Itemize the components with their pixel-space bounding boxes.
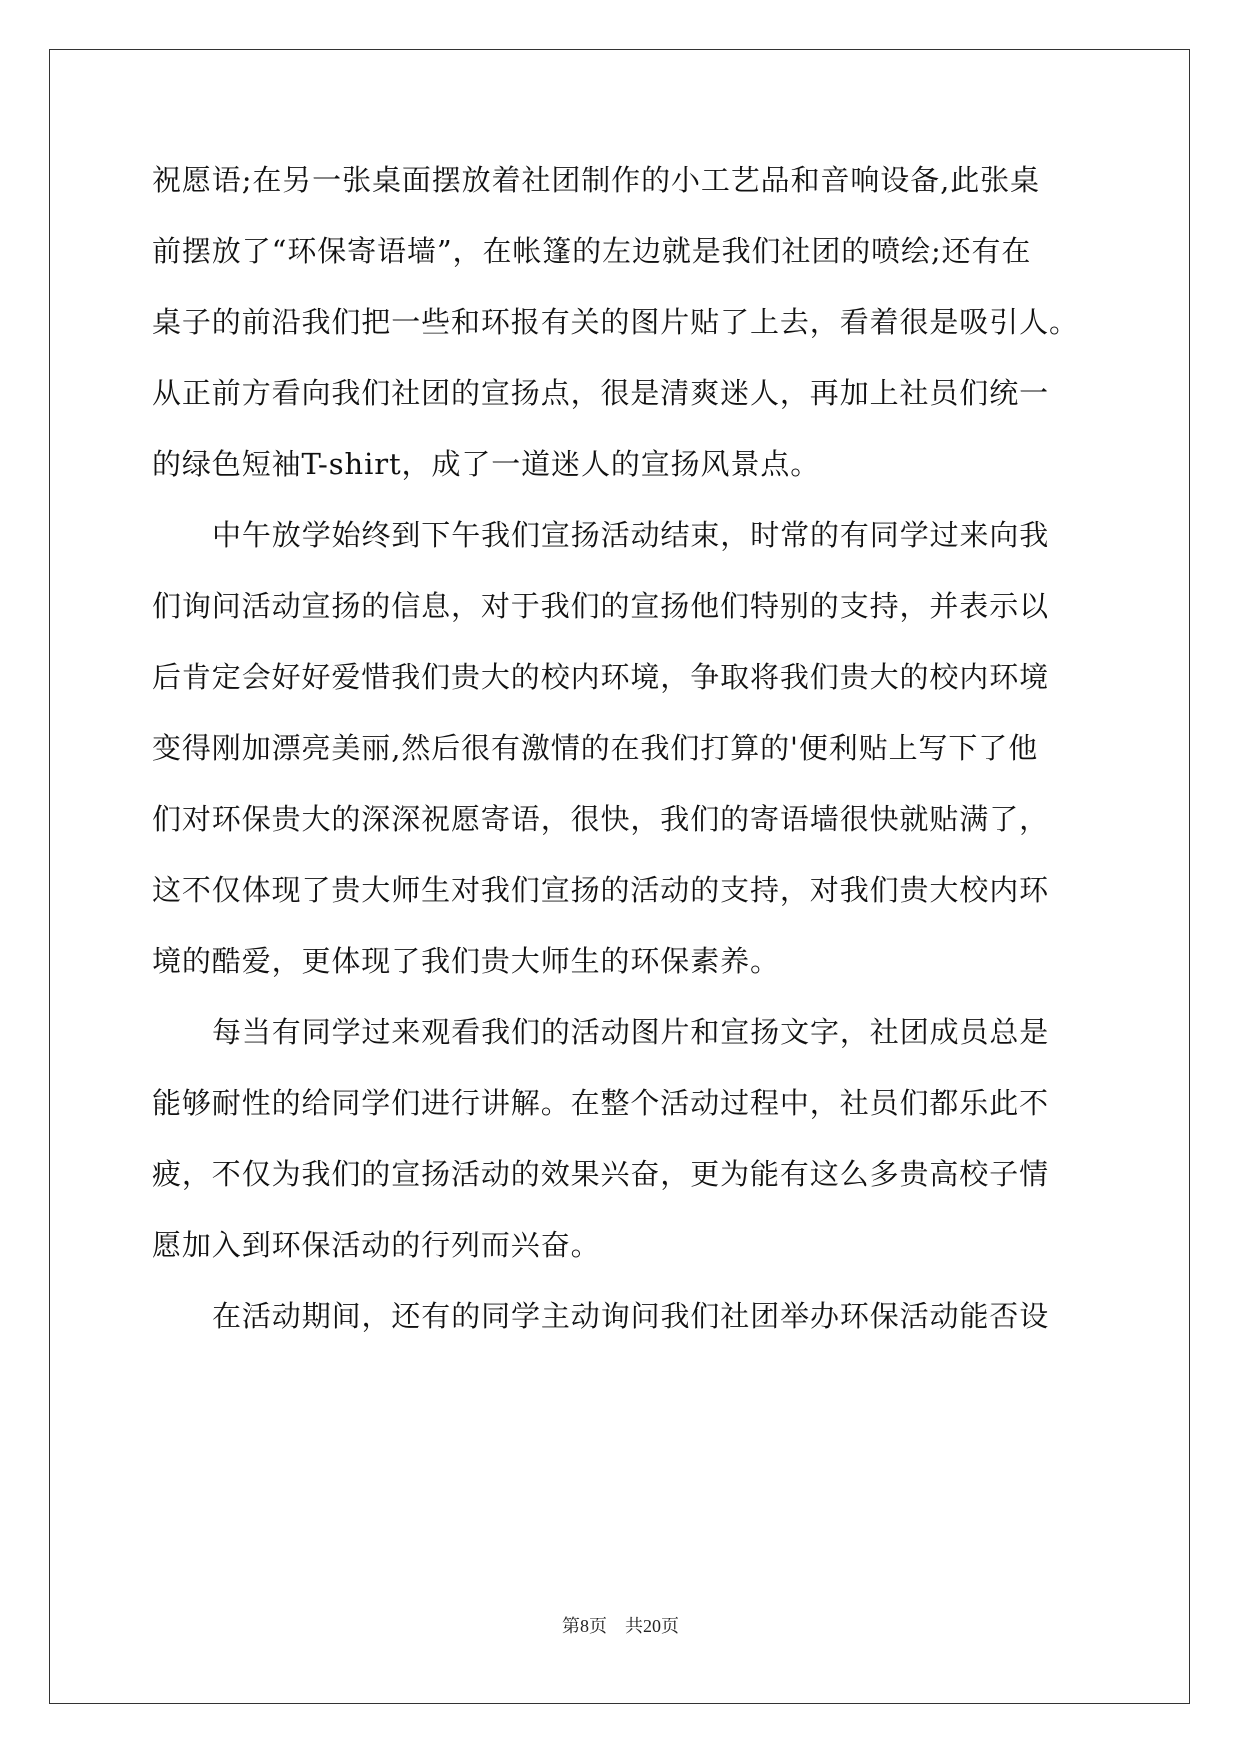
text-line: 的绿色短袖T-shirt，成了一道迷人的宣扬风景点。 [152, 447, 821, 481]
text-line: 祝愿语;在另一张桌面摆放着社团制作的小工艺品和音响设备,此张桌 [152, 163, 1040, 197]
paragraph-start-line: 中午放学始终到下午我们宣扬活动结束，时常的有同学过来向我 [212, 518, 1050, 552]
text-line: 这不仅体现了贵大师生对我们宣扬的活动的支持，对我们贵大校内环 [152, 873, 1050, 907]
text-line: 从正前方看向我们社团的宣扬点，很是清爽迷人，再加上社员们统一 [152, 376, 1050, 410]
paragraph-start-line: 在活动期间，还有的同学主动询问我们社团举办环保活动能否设 [212, 1299, 1050, 1333]
text-line: 境的酷爱，更体现了我们贵大师生的环保素养。 [152, 944, 780, 978]
text-line: 们询问活动宣扬的信息，对于我们的宣扬他们特别的支持，并表示以 [152, 589, 1050, 623]
text-line: 前摆放了“环保寄语墙”，在帐篷的左边就是我们社团的喷绘;还有在 [152, 234, 1032, 268]
paragraph-start-line: 每当有同学过来观看我们的活动图片和宣扬文字，社团成员总是 [212, 1015, 1050, 1049]
text-line: 疲，不仅为我们的宣扬活动的效果兴奋，更为能有这么多贵高校子情 [152, 1157, 1050, 1191]
text-line: 变得刚加漂亮美丽,然后很有激情的在我们打算的'便利贴上写下了他 [152, 731, 1039, 765]
page-number-footer: 第8页 共20页 [562, 1616, 679, 1636]
text-line: 后肯定会好好爱惜我们贵大的校内环境，争取将我们贵大的校内环境 [152, 660, 1050, 694]
text-line: 桌子的前沿我们把一些和环报有关的图片贴了上去，看着很是吸引人。 [152, 305, 1079, 339]
text-line: 们对环保贵大的深深祝愿寄语，很快，我们的寄语墙很快就贴满了， [152, 802, 1050, 836]
text-line: 愿加入到环保活动的行列而兴奋。 [152, 1228, 601, 1262]
text-line: 能够耐性的给同学们进行讲解。在整个活动过程中，社员们都乐此不 [152, 1086, 1050, 1120]
